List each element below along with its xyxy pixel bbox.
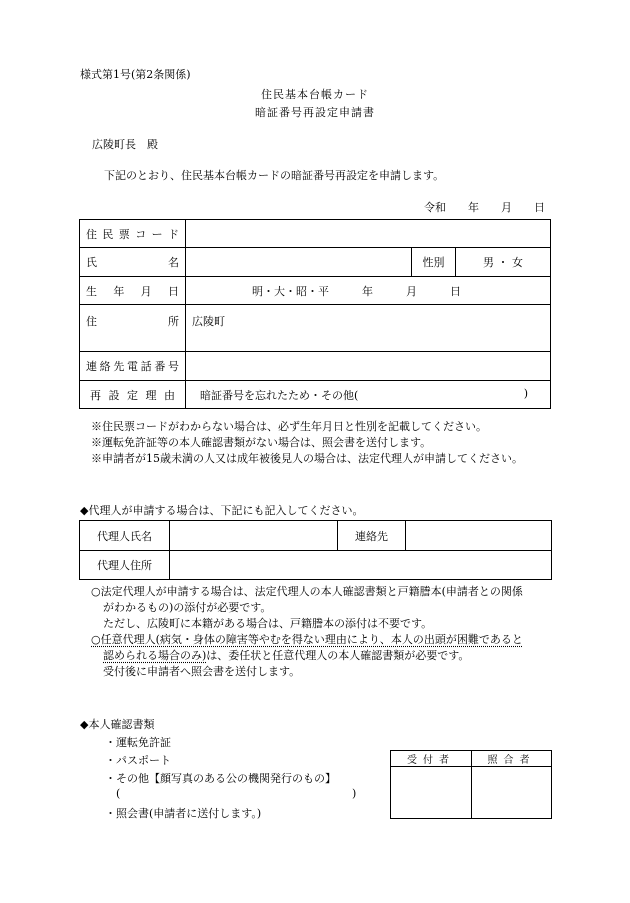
title-line1: 住民基本台帳カード [261, 88, 369, 101]
id-doc-item-license: ・運転免許証 [105, 736, 171, 749]
id-docs-heading: ◆本人確認書類 [80, 718, 155, 731]
reception-label: 受付者 [391, 751, 472, 767]
intro-text: 下記のとおり、住民基本台帳カードの暗証番号再設定を申請します。 [104, 169, 445, 182]
address-label: 住 所 [80, 305, 186, 352]
sex-label: 性別 [412, 248, 456, 277]
form-number: 様式第1号(第2条関係) [80, 68, 191, 81]
reason-field[interactable]: 暗証番号を忘れたため・その他( ) [186, 381, 551, 409]
id-doc-item-passport: ・パスポート [105, 754, 171, 767]
agent-contact-label: 連絡先 [338, 521, 406, 551]
reason-label: 再設定理由 [80, 381, 186, 409]
name-label: 氏 名 [80, 248, 186, 277]
agent-address-label: 代理人住所 [80, 551, 170, 580]
office-use-box [390, 750, 552, 819]
note-2: ※運転免許証等の本人確認書類がない場合は、照会書を送付します。 [91, 436, 432, 449]
agent-heading: ◆代理人が申請する場合は、下記にも記入してください。 [80, 504, 364, 517]
title-line2: 暗証番号再設定申請書 [255, 106, 375, 119]
reception-stamp-field[interactable] [391, 767, 472, 819]
id-doc-item-other: ・その他【顔写真のある公の機関発行のもの】 [105, 772, 336, 785]
addressee: 広陵町長 殿 [92, 138, 158, 151]
sex-field[interactable]: 男 ・ 女 [456, 248, 551, 277]
verifier-label: 照合者 [472, 751, 552, 767]
voluntary-agent-line3: 受付後に申請者へ照会書を送付します。 [103, 665, 301, 678]
phone-label: 連絡先電話番号 [80, 352, 186, 381]
legal-agent-line1: ○法定代理人が申請する場合は、法定代理人の本人確認書類と戸籍謄本(申請者との関係 [91, 585, 523, 598]
agent-table [79, 520, 552, 580]
resident-code-label: 住民票コード [80, 220, 186, 248]
legal-agent-line2: がわかるもの)の添付が必要です。 [103, 601, 272, 614]
application-table [79, 219, 551, 409]
agent-name-field[interactable] [170, 521, 338, 551]
voluntary-agent-line1: ○任意代理人(病気・身体の障害等やむを得ない理由により、本人の出頭が困難であると [91, 633, 523, 646]
address-field[interactable]: 広陵町 [186, 305, 551, 352]
verifier-stamp-field[interactable] [472, 767, 552, 819]
birth-field[interactable]: 明・大・昭・平 年 月 日 [186, 277, 551, 305]
date-line: 令和 年 月 日 [424, 201, 545, 214]
agent-name-label: 代理人氏名 [80, 521, 170, 551]
note-3: ※申請者が15歳未満の人又は成年被後見人の場合は、法定代理人が申請してください。 [91, 452, 523, 465]
resident-code-field[interactable] [186, 220, 551, 248]
voluntary-agent-line2: 認められる場合のみ)は、委任状と任意代理人の本人確認書類が必要です。 [103, 649, 470, 662]
other-paren-close: ) [352, 787, 357, 800]
birth-label: 生年月日 [80, 277, 186, 305]
agent-contact-field[interactable] [406, 521, 552, 551]
legal-agent-line3: ただし、広陵町に本籍がある場合は、戸籍謄本の添付は不要です。 [103, 617, 433, 630]
other-paren-open: ( [116, 787, 121, 800]
id-doc-item-inquiry: ・照会書(申請者に送付します。) [105, 807, 262, 820]
name-field[interactable] [186, 248, 412, 277]
phone-field[interactable] [186, 352, 551, 381]
note-1: ※住民票コードがわからない場合は、必ず生年月日と性別を記載してください。 [91, 420, 487, 433]
agent-address-field[interactable] [170, 551, 552, 580]
